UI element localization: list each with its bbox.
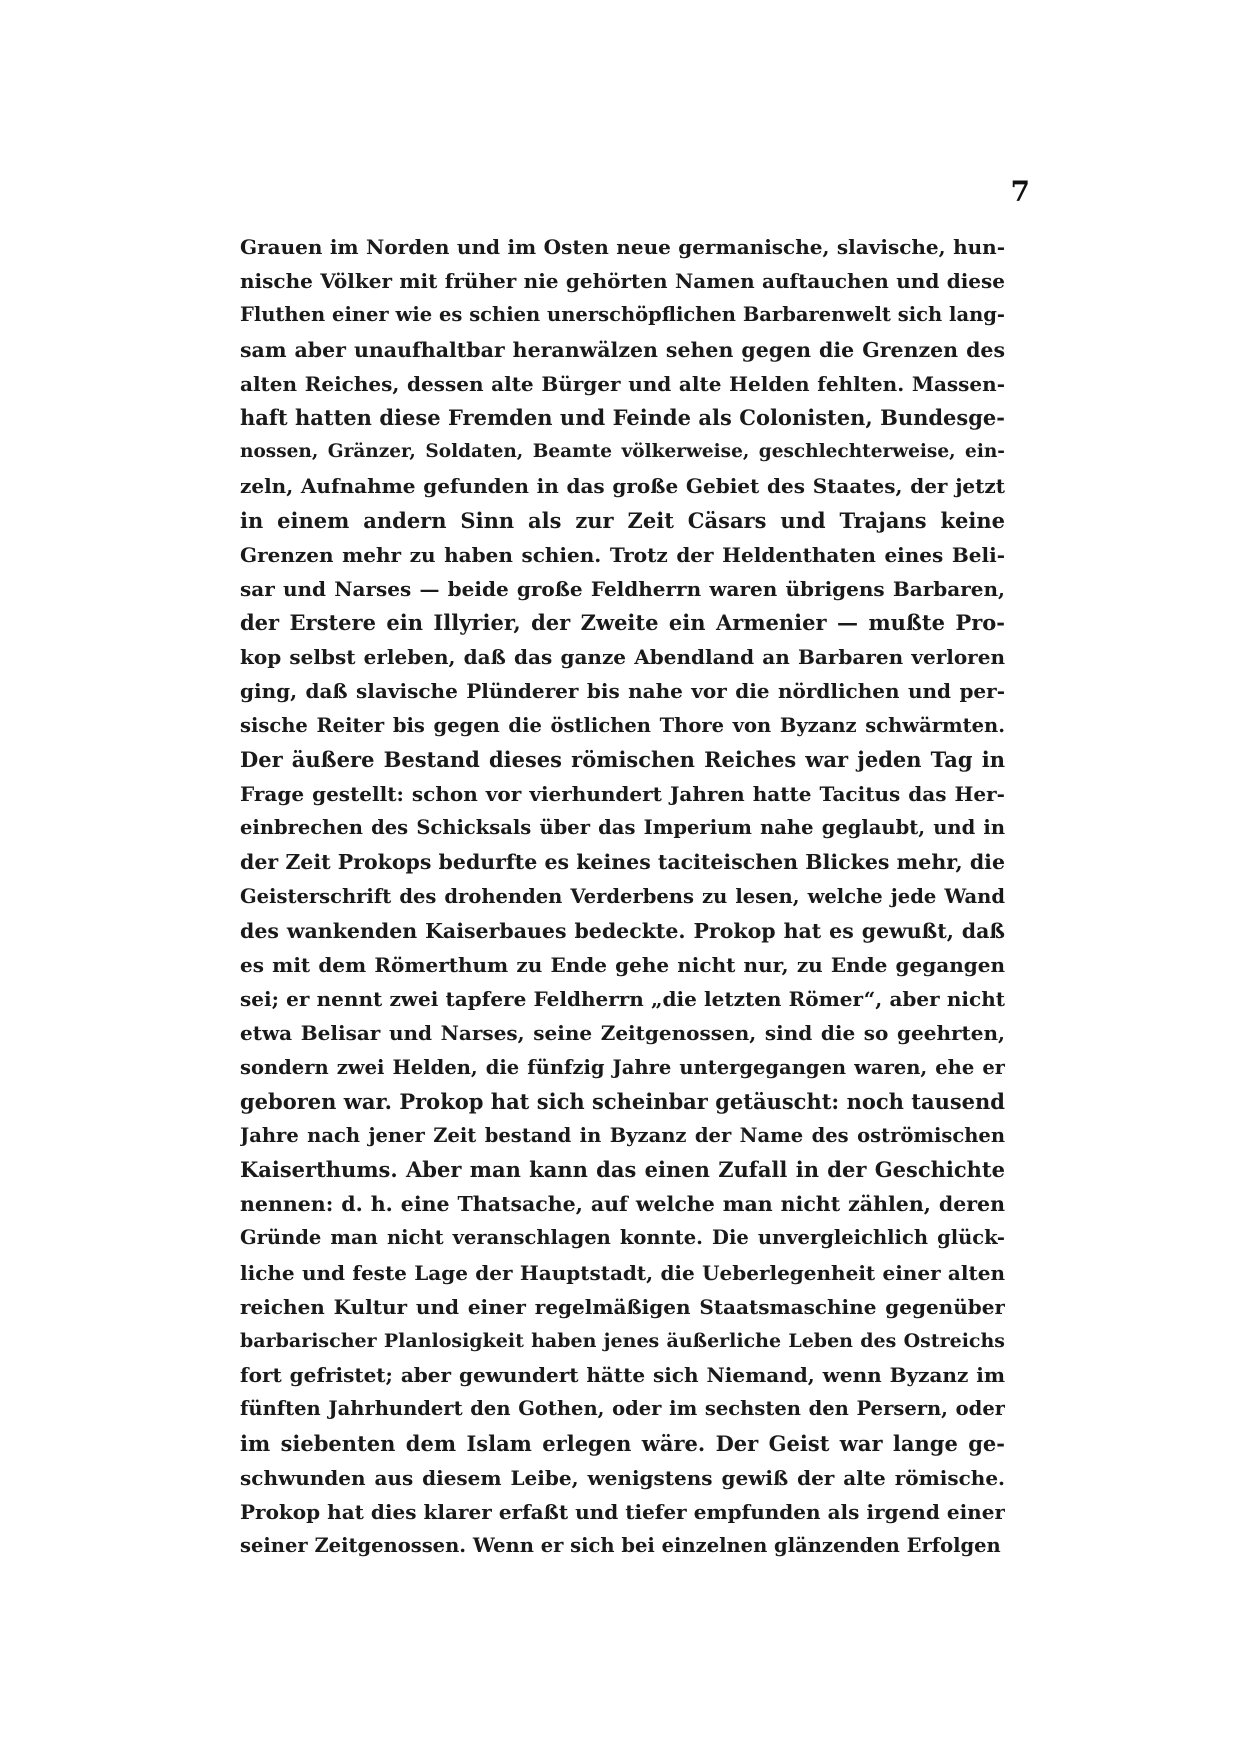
page-number: 7 xyxy=(1010,175,1030,208)
body-text xyxy=(240,230,1005,1563)
text-line: fort gefristet; aber gewundert hätte sich Niemand, wenn Byzanz im xyxy=(240,1363,1005,1388)
text-line: alten Reiches, dessen alte Bürger und alte Helden fehlten. Massen- xyxy=(240,371,1005,396)
text-line: liche und feste Lage der Hauptstadt, die Ueberlegenheit einer alten xyxy=(240,1260,1005,1285)
text-line: Prokop hat dies klarer erfaßt und tiefer empfunden als irgend einer xyxy=(240,1499,1005,1524)
text-line: nische Völker mit früher nie gehörten Namen auftauchen und diese xyxy=(240,269,1005,294)
text-line: Fluthen einer wie es schien unerschöpflichen Barbarenwelt sich lang- xyxy=(240,303,1005,327)
text-line: Gründe man nicht veranschlagen konnte. Die unvergleichlich glück- xyxy=(240,1226,1005,1250)
text-line: sar und Narses — beide große Feldherrn waren übrigens Barbaren, xyxy=(240,576,1005,601)
text-line: Grenzen mehr zu haben schien. Trotz der Heldenthaten eines Beli- xyxy=(240,542,1005,567)
text-line: nennen: d. h. eine Thatsache, auf welche man nicht zählen, deren xyxy=(240,1192,1005,1217)
text-line: sische Reiter bis gegen die östlichen Thore von Byzanz schwärmten. xyxy=(240,713,1005,737)
text-line: der Zeit Prokops bedurfte es keines taciteischen Blickes mehr, die xyxy=(240,850,1005,875)
text-line: Geisterschrift des drohenden Verderbens zu lesen, welche jede Wand xyxy=(240,884,1005,908)
text-line: Kaiserthums. Aber man kann das einen Zufall in der Geschichte xyxy=(240,1157,1005,1183)
text-line: seiner Zeitgenossen. Wenn er sich bei einzelnen glänzenden Erfolgen xyxy=(240,1534,1001,1558)
text-line: einbrechen des Schicksals über das Imperium nahe geglaubt, und in xyxy=(240,816,1005,840)
text-line: ging, daß slavische Plünderer bis nahe vor die nördlichen und per- xyxy=(240,679,1005,704)
text-line: Jahre nach jener Zeit bestand in Byzanz der Name des oströmischen xyxy=(240,1123,1005,1147)
text-line: reichen Kultur und einer regelmäßigen Staatsmaschine gegenüber xyxy=(240,1294,1005,1319)
text-line: des wankenden Kaiserbaues bedeckte. Prokop hat es gewußt, daß xyxy=(240,918,1005,943)
text-line: der Erstere ein Illyrier, der Zweite ein Armenier — mußte Pro- xyxy=(240,610,1005,636)
text-line: fünften Jahrhundert den Gothen, oder im sechsten den Persern, oder xyxy=(240,1397,1005,1421)
text-line: barbarischer Planlosigkeit haben jenes äußerliche Leben des Ostreichs xyxy=(240,1330,1005,1352)
text-line: geboren war. Prokop hat sich scheinbar getäuscht: noch tausend xyxy=(240,1088,1005,1114)
text-line: in einem andern Sinn als zur Zeit Cäsars und Trajans keine xyxy=(240,507,1005,533)
text-line: etwa Belisar und Narses, seine Zeitgenossen, sind die so geehrten, xyxy=(240,1021,1005,1046)
text-line: schwunden aus diesem Leibe, wenigstens gewiß der alte römische. xyxy=(240,1465,1005,1490)
text-line: zeln, Aufnahme gefunden in das große Gebiet des Staates, der jetzt xyxy=(240,474,1005,499)
text-line: kop selbst erleben, daß das ganze Abendland an Barbaren verloren xyxy=(240,645,1005,670)
text-line: nossen, Gränzer, Soldaten, Beamte völkerweise, geschlechterweise, ein- xyxy=(240,441,1005,463)
text-line: Frage gestellt: schon vor vierhundert Jahren hatte Tacitus das Her- xyxy=(240,782,1005,806)
text-line: Grauen im Norden und im Osten neue germanische, slavische, hun- xyxy=(240,235,1005,259)
text-line: es mit dem Römerthum zu Ende gehe nicht nur, zu Ende gegangen xyxy=(240,952,1005,977)
text-line: sam aber unaufhaltbar heranwälzen sehen gegen die Grenzen des xyxy=(240,337,1005,362)
text-line: sei; er nennt zwei tapfere Feldherrn „die letzten Römer“, aber nicht xyxy=(240,987,1005,1012)
text-line: Der äußere Bestand dieses römischen Reiches war jeden Tag in xyxy=(240,746,1005,772)
text-line: haft hatten diese Fremden und Feinde als Colonisten, Bundesge- xyxy=(240,404,1005,430)
text-line: sondern zwei Helden, die fünfzig Jahre untergegangen waren, ehe er xyxy=(240,1055,1005,1079)
text-line: im siebenten dem Islam erlegen wäre. Der Geist war lange ge- xyxy=(240,1430,1005,1456)
